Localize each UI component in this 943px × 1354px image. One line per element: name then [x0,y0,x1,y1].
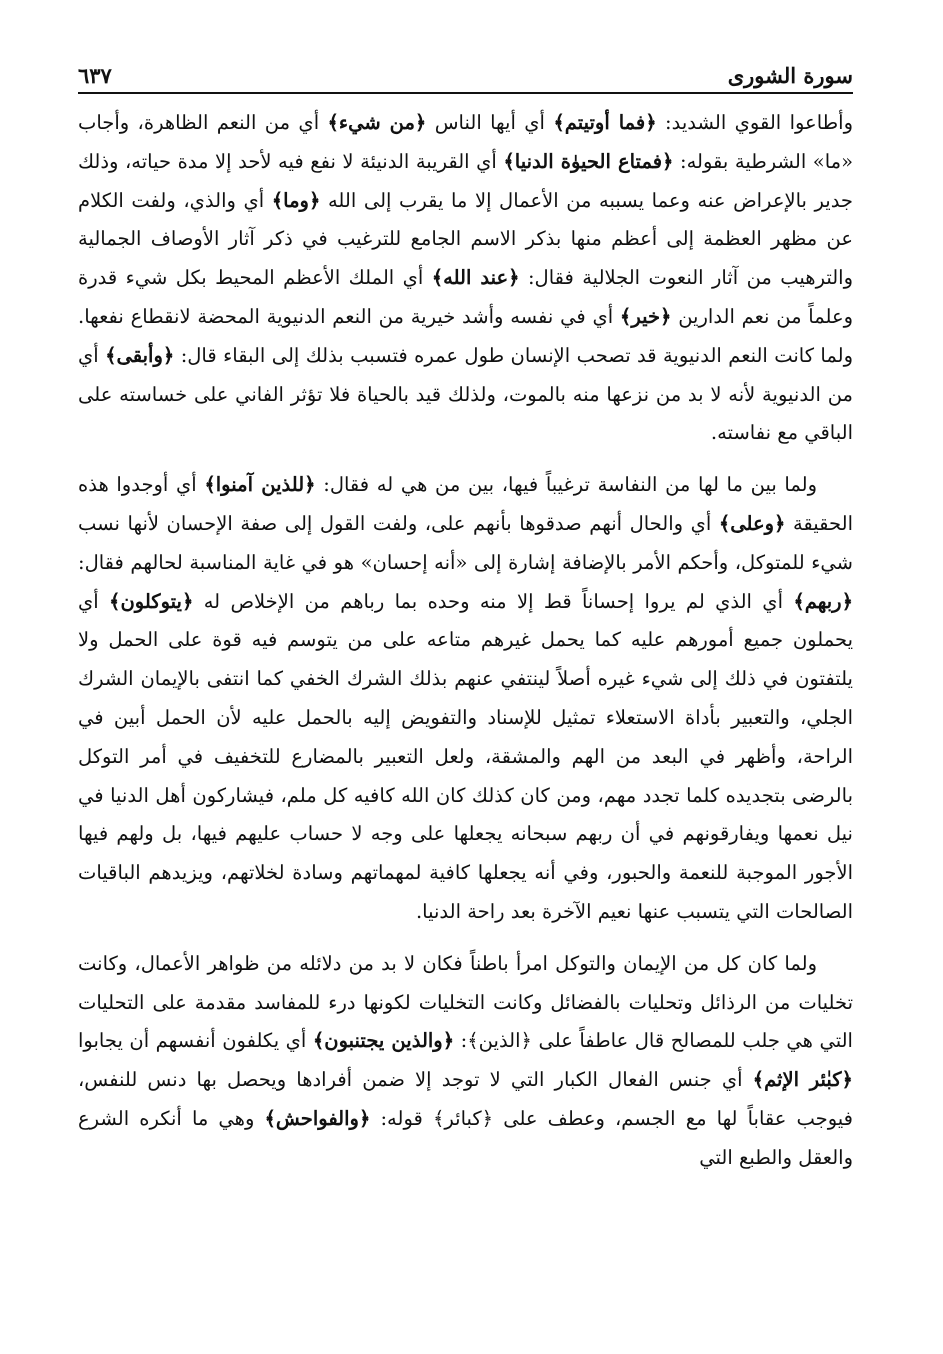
text-segment: : [454,1029,468,1053]
page-header [78,52,853,88]
text-segment: أي والذي، ولفت الكلام عن مظهر العظمة إلى أعظم منها بذكر الاسم الجامع للترغيب في ذكر آثار الأوصاف الجمالية والترهيب من آثار النعوت الجلالية فقال: [78,188,853,290]
quran-quote: ﴿فمتاع الحيوٰة الدنيا﴾ [503,149,674,173]
quran-quote: ﴿عند الله﴾ [431,266,520,290]
quran-quote: ﴿وأبقى﴾ [105,343,175,367]
quran-quote: ﴿وما﴾ [271,188,321,212]
text-segment: أي والحال أنهم صدقوها بأنهم على، ولفت القول إلى صفة الإحسان لأنها نسب شيء للمتوكل، وأحكم الأمر بالإضافة إشارة إلى «أنه إحسان» هو في غاية المناسبة لحالهم فقال: [78,511,853,574]
paragraph [78,466,853,932]
page-number: ٦٣٧ [78,63,112,88]
paragraph [78,945,853,1178]
text-segment: أي أوجدوا هذه الحقيقة [78,473,853,535]
paragraph-gap [78,932,853,945]
text-segment: أي الملك الأعظم المحيط بكل شيء قدرة وعلماً من نعم الدارين [78,266,854,328]
quran-quote: ﴿كبٰئر الإثم﴾ [752,1068,853,1092]
quran-quote: ﴿من شيء﴾ [327,111,427,134]
header-rule [78,92,853,94]
quran-quote: ﴿والذين يجتنبون﴾ [312,1029,455,1053]
text-segment: وأطاعوا القوي الشديد: [656,111,853,134]
text-segment: ولما بين ما لها من النفاسة ترغيباً فيها، بين من هي له فقال: [315,473,817,497]
text-segment: أي من النعم الظاهرة، وأجاب «ما» الشرطية بقوله: [78,111,854,173]
surah-title: سورة الشورى [727,63,853,88]
text-segment: أي من الدنيوية لأنه لا بد من نزعها منه بالموت، ولذلك قيد بالحياة فلا تؤثر الفاني على خساسته على الباقي مع نفاسته. [78,343,853,445]
paragraph-gap [78,453,853,466]
text-segment: أي يكلفون أنفسهم أن يجابوا [78,1029,313,1053]
quran-quote: ﴿للذين آمنوا﴾ [204,473,316,497]
quran-quote: ﴿والفواحش﴾ [264,1106,371,1130]
paragraph [78,104,853,453]
quran-quote: ﴿فما أوتيتم﴾ [553,111,657,134]
quran-quote: ﴿وعلى﴾ [718,511,786,535]
quran-quote: ﴿خير﴾ [619,304,672,328]
quran-quote: ﴿يتوكلون﴾ [109,589,194,613]
quran-quote: ﴿ربهم﴾ [793,589,853,613]
text-segment: ولما كان كل من الإيمان والتوكل امرأ باطناً فكان لا بد من دلائله من ظواهر الأعمال، وكانت تخليات من الرذائل وتحليات بالفضائل وكانت التخليات لكونها درء للمفاسد مقدمة على التحليات التي هي جلب للمصالح قال عاطفاً على [78,951,853,1053]
text-segment: أي أيها الناس [426,111,554,134]
body-text [78,104,853,1178]
text-segment: أي الذي لم يروا إحساناً قط إلا منه وحده بما رباهم من الإخلاص له [193,589,794,613]
text-segment: أي القريبة الدنيئة لا نفع فيه لأحد إلا مدة حياته، وذلك جدير بالإعراض عنه وعما يسببه من الأعمال إلا ما يقرب إلى الله [78,149,853,212]
text-segment: أي في نفسه وأشد خيرية من النعم الدنيوية المحضة لانقطاع نفعها. ولما كانت النعم الدنيوية قد تصحب الإنسان طول عمره فتسبب بذلك إلى البقاء قال: [78,304,853,367]
text-segment: قوله: [370,1106,433,1130]
text-segment: ﴿كبائر﴾ [432,1106,494,1130]
text-segment: ﴿الذين﴾ [467,1029,532,1053]
text-segment: أي جنس الفعال الكبار التي لا توجد إلا ضمن أفرادها ويحصل بها دنس للنفس، فيوجب عقاباً لها مع الجسم، وعطف على [78,1068,853,1130]
text-segment: أي يحملون جميع أمورهم عليه كما يحمل غيرهم متاعه على من يتوسم فيه قوة على الحمل ولا يلتفتون في ذلك إلى شيء غيره أصلاً لينتفي عنهم بذلك الشرك الخفي كما انتفى بالإيمان الشرك الجلي، والتعبير بأداة الاستعلاء تمثيل للإسناد والتفويض إليه بالحمل عليه لأن الحمل أبين في الراحة، وأظهر في البعد من الهم والمشقة، ولعل التعبير بالمضارع للتخفيف في أمر التوكل بالرضى بتجديده كلما تجدد مهم، ومن كان كذلك كان الله كافيه كل ملم، فيشاركون أهل الدنيا في نيل نعمها ويفارقونهم في أن ربهم سبحانه يجعلها على وجه لا حساب عليهم فيها، بل ولهم فيها الأجور الموجبة للنعمة والحبور، وفي أنه يجعلها كافية لمهماتهم وسادة لخلاتهم، ويزيدهم الباقيات الصالحات التي يتسبب عنها نعيم الآخرة بعد راحة الدنيا. [78,589,853,923]
text-segment: وهي ما أنكره الشرع والعقل والطبع التي [78,1106,853,1169]
